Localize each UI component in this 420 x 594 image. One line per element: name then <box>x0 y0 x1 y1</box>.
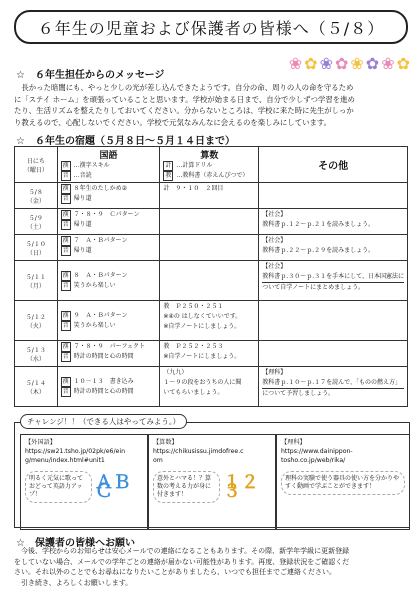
table-row <box>15 209 408 235</box>
ondoku-task: 笑うから楽しい <box>73 321 116 329</box>
row-date <box>15 209 58 235</box>
row-date <box>15 301 58 341</box>
header-date <box>15 147 58 183</box>
row-date <box>15 341 58 367</box>
ondoku-mark: 音 <box>62 387 69 395</box>
kanji-mark: 漢 <box>62 377 69 385</box>
row-other <box>259 209 408 235</box>
row-other <box>259 301 408 341</box>
other-task: 教科書ｐ.３０～ｐ.３１を手本にして、日本国憲法に <box>262 273 404 280</box>
row-kokugo <box>57 261 160 301</box>
day: （水） <box>26 355 45 363</box>
row-sansu <box>160 367 259 407</box>
kanji-task: ８年生のたしかめ② <box>73 185 128 192</box>
date: ５/８ <box>28 188 43 196</box>
row-kokugo <box>57 209 160 235</box>
other-task: 教科書ｐ.２２～ｐ.２９を読みましょう。 <box>262 247 375 254</box>
ondoku-mark: 音 <box>62 195 69 202</box>
row-sansu <box>160 341 259 367</box>
row-date <box>15 235 58 261</box>
message-heading: ☆ ６年生担任からのメッセージ <box>16 70 165 81</box>
row-kokugo <box>57 183 160 209</box>
kyokasho-mark: 教 <box>165 172 172 179</box>
kanji-task: ７・８・９ Ｃパターン <box>73 211 140 218</box>
date: ５/１４ <box>25 379 46 387</box>
table-row <box>15 261 408 301</box>
table-header-row <box>15 147 408 183</box>
challenge-card-science <box>276 434 410 530</box>
header-other: その他 <box>259 147 408 183</box>
table-row <box>15 235 408 261</box>
ondoku-mark: 音 <box>62 221 69 228</box>
card-description: 理科の実験で使う器具の使い方を分かりやすく動画で学ぶことができます！ <box>281 471 405 495</box>
row-kokugo <box>57 301 160 341</box>
ondoku-task: 笑うから楽しい <box>73 281 116 289</box>
day: （月） <box>26 282 45 290</box>
row-other <box>259 367 408 407</box>
kanji-mark: 漢 <box>62 343 69 350</box>
kanji-task: ７・８・９ パーフェクト <box>73 343 146 350</box>
header-sansu-line1: …計算ドリル <box>176 162 213 169</box>
ondoku-mark: 音 <box>62 172 69 179</box>
row-sansu <box>160 183 259 209</box>
row-other <box>259 341 408 367</box>
ondoku-task: 時計の時間と心の時間 <box>73 387 134 395</box>
guardian-line: をしていない場合、メールでの学年ごとの連絡が届かない可能性があります。再度、登録状況をご確認くだ <box>14 557 350 566</box>
challenge-card-math <box>148 434 276 530</box>
day: （火） <box>26 322 45 330</box>
keisan-mark: 計 <box>165 162 172 169</box>
day: （土） <box>26 223 45 231</box>
challenge-card-english <box>20 434 148 530</box>
header-kokugo-line1: …漢字スキル <box>73 162 110 169</box>
kanji-task: ９ Ａ・Ｂパターン <box>73 311 128 319</box>
kanji-task: ７ Ａ・Ｂパターン <box>73 237 128 244</box>
row-other <box>259 261 408 301</box>
table-row <box>15 183 408 209</box>
sansu-note: ※自学ノートにしましょう。 <box>163 323 241 330</box>
abc-decoration: ＡＢＣ <box>94 472 131 502</box>
sansu-task: 教 Ｐ２５０・２５１ <box>163 303 224 310</box>
date: ５/１３ <box>25 346 46 354</box>
card-title: 【外国語】 <box>25 439 56 446</box>
row-date <box>15 261 58 301</box>
sansu-task: １～９の段をおうちの人に聞 <box>163 379 242 386</box>
ondoku-task: 時計の時間と心の時間 <box>73 353 134 360</box>
homework-heading: ☆ ６年生の宿題（５月８日～５月１４日まで） <box>16 136 235 147</box>
guardian-body <box>14 546 408 588</box>
header-sansu <box>160 147 259 183</box>
message-line: たり、生活リズムを整えたりしておいてください。分からないところは、学校に来た時に先生がしっか <box>14 106 354 115</box>
date: ５/１２ <box>25 313 46 321</box>
header-kokugo <box>57 147 160 183</box>
sansu-task: いてもらいましょう。 <box>163 389 224 396</box>
card-url[interactable]: tosho.co.jp/web/rika/ <box>281 457 346 464</box>
homework-table <box>14 146 408 407</box>
row-sansu <box>160 235 259 261</box>
row-kokugo <box>57 367 160 407</box>
page-title: ６年生の児童および保護者の皆様へ（５/８） <box>14 10 408 44</box>
card-title: 【理科】 <box>281 439 306 446</box>
card-url[interactable]: https://www.dainippon- <box>281 448 353 455</box>
kanji-mark: 漢 <box>62 185 69 192</box>
guardian-line: 今後、学校からのお知らせは安心メールでの連絡になることもあります。その際、新学年学級に更新登録 <box>14 547 350 555</box>
header-date-label: 日にち <box>26 157 45 165</box>
kanji-task: ８ Ａ・Ｂパターン <box>73 271 128 279</box>
ondoku-mark: 音 <box>62 247 69 254</box>
card-url[interactable]: https://sw21.tsho.jp/02pk/e6/ein <box>25 448 125 455</box>
kanji-mark: 漢 <box>62 162 69 169</box>
guardian-line: 引き続き、よろしくお願いします。 <box>14 578 133 587</box>
card-description: 明るく元気に歌っておどって英語力アップ！ <box>25 471 92 503</box>
numbers-decoration: １２３ <box>222 472 259 502</box>
kanji-mark: 漢 <box>62 311 69 319</box>
guardian-heading: ☆ 保護者の皆様へお願い <box>16 538 135 549</box>
row-kokugo <box>57 341 160 367</box>
card-url[interactable]: om <box>153 457 163 464</box>
card-url[interactable]: g/menu/index.html#unit1 <box>25 457 105 464</box>
other-task: 教科書ｐ.１０～ｐ.１７を読んで、「ものの燃え方」 <box>262 379 401 386</box>
date: ５/９ <box>28 214 43 222</box>
sansu-task: （九九） <box>163 369 188 376</box>
other-subject: 【理科】 <box>262 369 287 376</box>
ondoku-task: 帰り道 <box>73 221 92 228</box>
day: （金） <box>26 197 45 205</box>
card-description: 意外とハマる！？算数の考える力が身に付きます！ <box>153 471 220 503</box>
header-kokugo-label: 国語 <box>99 151 118 161</box>
other-subject: 【社会】 <box>262 237 287 244</box>
flower-decoration: ❀ ✿ ❀ ✿ ❀ ✿ ❀ ✿ <box>288 54 410 73</box>
other-task: ついて自学ノートにまとめましょう。 <box>262 282 404 293</box>
ondoku-mark: 音 <box>62 321 69 329</box>
ondoku-task: 帰り道 <box>73 195 92 202</box>
row-kokugo <box>57 235 160 261</box>
date: ５/１０ <box>25 240 46 248</box>
row-date <box>15 183 58 209</box>
message-line: り教えるので、心配しないでください。学校で元気なみんなに会えるのを楽しみにしています。 <box>14 117 332 127</box>
other-subject: 【社会】 <box>262 263 287 270</box>
header-date-sub: （曜日） <box>23 166 48 174</box>
header-kokugo-line2: …音読 <box>73 172 92 179</box>
sansu-note: ※自学ノートにしましょう。 <box>163 353 241 360</box>
kanji-task: １０－１３ 書き込み <box>73 377 134 385</box>
day: （木） <box>26 388 45 396</box>
card-url[interactable]: https://chikusissu.jimdofree.c <box>153 448 244 455</box>
other-task: について予習しましょう。 <box>262 388 404 399</box>
row-other <box>259 235 408 261</box>
ondoku-mark: 音 <box>62 353 69 360</box>
guardian-line: さい。それ以外のことでもお尋ねになりたいことがありましたら、いつでも担任までご連絡ください。 <box>14 568 336 576</box>
row-sansu <box>160 209 259 235</box>
header-sansu-label: 算数 <box>200 151 219 161</box>
card-title: 【算数】 <box>153 439 178 446</box>
challenge-tag: チャレンジ！！（できる人はやってみよう。） <box>20 414 187 429</box>
table-row <box>15 341 408 367</box>
message-line: 長かった暗闇にも、やっと少しの光が差し込んできたようです。自分の命、周りの人の命を守るため <box>14 83 354 92</box>
sansu-task: 計 ９・１０ ２回目 <box>163 185 224 192</box>
sansu-note: ※④の はしなくていいです。 <box>163 313 242 320</box>
date: ５/１１ <box>25 273 46 281</box>
header-sansu-line2: …教科書（赤えんぴつで） <box>176 172 249 179</box>
kanji-mark: 漢 <box>62 211 69 218</box>
ondoku-mark: 音 <box>62 281 69 289</box>
message-line: に「ステイ ホーム」を頑張っていることと思います。学校が始まる日まで、自分で少しずつ学習を進め <box>14 94 355 104</box>
row-date <box>15 367 58 407</box>
ondoku-task: 帰り道 <box>73 247 92 254</box>
kanji-mark: 漢 <box>62 271 69 279</box>
message-body <box>14 82 408 128</box>
other-subject: 【社会】 <box>262 211 287 218</box>
other-task: 教科書ｐ.１２～ｐ.２１を読みましょう。 <box>262 221 375 228</box>
day: （日） <box>26 249 45 257</box>
row-sansu <box>160 261 259 301</box>
kanji-mark: 漢 <box>62 237 69 244</box>
table-row <box>15 301 408 341</box>
row-other <box>259 183 408 209</box>
table-row <box>15 367 408 407</box>
row-sansu <box>160 301 259 341</box>
sansu-task: 教 Ｐ２５２・２５３ <box>163 343 224 350</box>
